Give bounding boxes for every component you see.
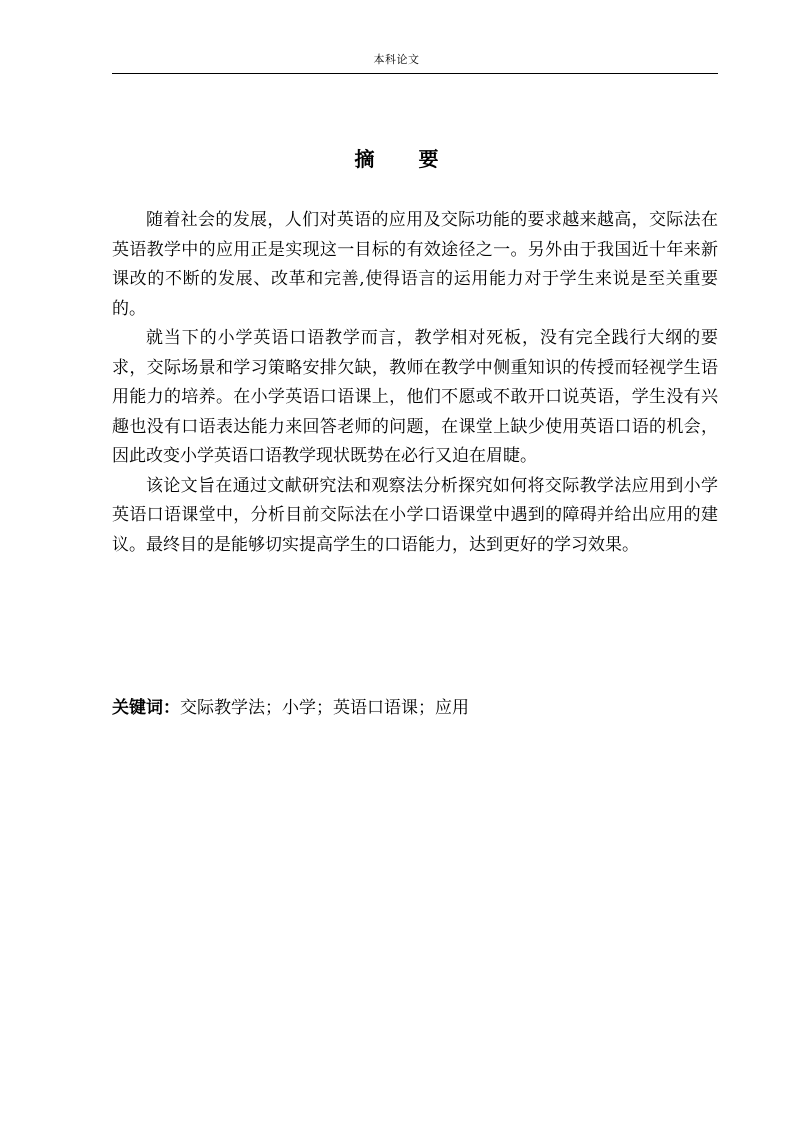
- abstract-paragraph-3: 该论文旨在通过文献研究法和观察法分析探究如何将交际教学法应用到小学英语口语课堂中，分析目前交际法在小学口语课堂中遇到的障碍并给出应用的建议。最终目的是能够切实提高学生的口语能力，达到更好的学习效果。: [112, 475, 718, 555]
- abstract-body: [112, 206, 718, 560]
- abstract-paragraph-2: 就当下的小学英语口语教学而言，教学相对死板，没有完全践行大纲的要求，交际场景和学习策略安排欠缺，教师在教学中侧重知识的传授而轻视学生语用能力的培养。在小学英语口语课上，他们不愿或不敢开口说英语，学生没有兴趣也没有口语表达能力来回答老师的问题，在课堂上缺少使用英语口语的机会，因此改变小学英语口语教学现状既势在必行又迫在眉睫。: [112, 328, 718, 466]
- header-rule: [112, 73, 718, 74]
- running-header: 本科论文: [373, 53, 420, 66]
- abstract-paragraph-1: 随着社会的发展，人们对英语的应用及交际功能的要求越来越高，交际法在英语教学中的应用正是实现这一目标的有效途径之一。另外由于我国近十年来新课改的不断的发展、改革和完善,使得语言的运用能力对于学生来说是至关重要的。: [112, 210, 718, 319]
- keywords-line: [112, 694, 718, 722]
- keywords-label: 关键词：: [112, 698, 180, 718]
- abstract-title: [0, 146, 793, 172]
- abstract-title-char-2: 要: [418, 147, 439, 171]
- abstract-title-char-1: 摘: [354, 147, 375, 171]
- keywords-text: 交际教学法；小学；英语口语课；应用: [180, 698, 469, 718]
